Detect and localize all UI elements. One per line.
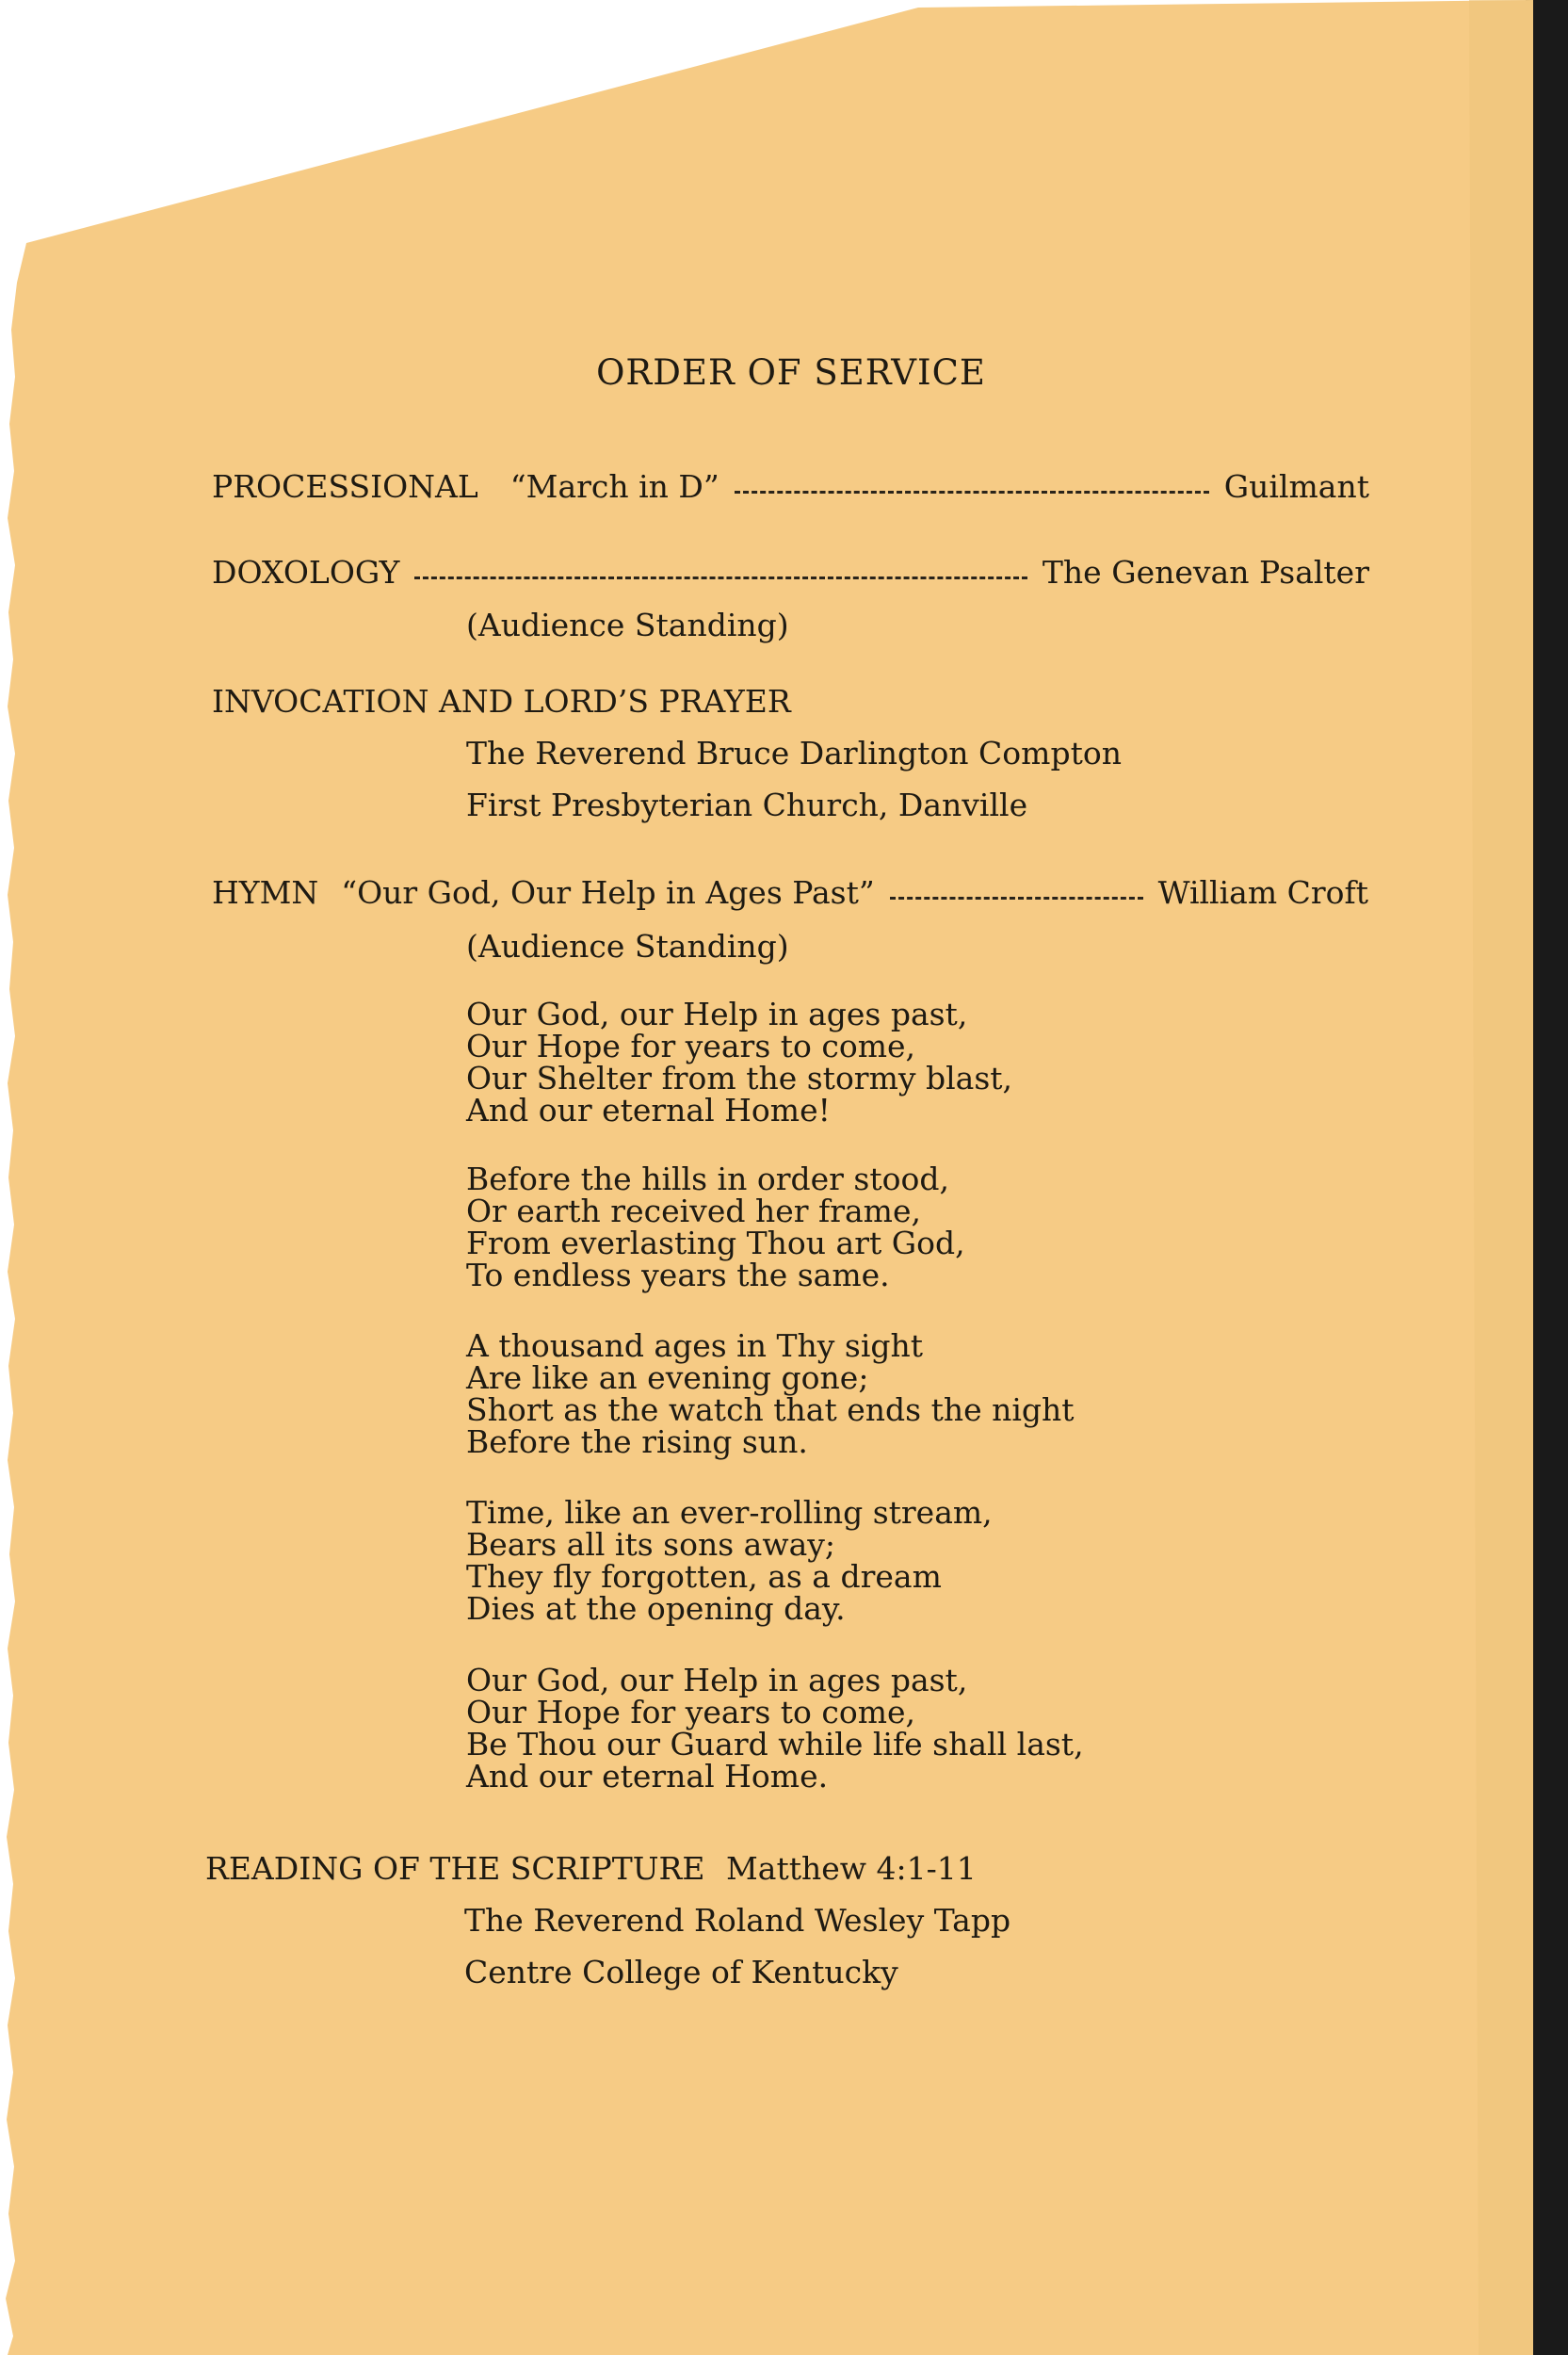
processional-composer: Guilmant [1223, 468, 1369, 505]
doxology-composer: The Genevan Psalter [1042, 554, 1369, 591]
hymn-verse-line: They fly forgotten, as a dream [466, 1558, 942, 1595]
processional-label: PROCESSIONAL [212, 468, 478, 505]
hymn-verse-line: Our Shelter from the stormy blast, [466, 1060, 1013, 1096]
dotted-leader [414, 577, 1026, 579]
processional-row [212, 468, 1369, 505]
hymn-verse-line: Bears all its sons away; [466, 1526, 836, 1563]
hymn-verse-line: And our eternal Home. [466, 1758, 829, 1795]
hymn-row [212, 874, 1368, 911]
hymn-verse-line: Time, like an ever-rolling stream, [466, 1494, 993, 1531]
hymn-verse-line: Dies at the opening day. [466, 1590, 846, 1627]
hymn-label: HYMN [212, 874, 319, 911]
dotted-leader [890, 897, 1143, 900]
hymn-stanza [466, 1163, 965, 1291]
scripture-passage: Matthew 4:1-11 [726, 1850, 977, 1887]
page-title: ORDER OF SERVICE [596, 352, 986, 393]
hymn-verse-line: From everlasting Thou art God, [466, 1225, 965, 1261]
invocation-officiant: The Reverend Bruce Darlington Compton [466, 735, 1122, 771]
hymn-verse-line: Are like an evening gone; [466, 1359, 869, 1396]
hymn-verse-line: Our God, our Help in ages past, [466, 996, 968, 1032]
doxology-note: (Audience Standing) [466, 607, 789, 643]
hymn-composer: William Croft [1157, 874, 1368, 911]
scripture-row [205, 1850, 977, 1887]
doxology-label: DOXOLOGY [212, 554, 400, 591]
hymn-verse-line: Our Hope for years to come, [466, 1028, 916, 1064]
hymn-verse-line: Before the rising sun. [466, 1423, 808, 1460]
scripture-reader: The Reverend Roland Wesley Tapp [464, 1902, 1011, 1939]
hymn-title: “Our God, Our Help in Ages Past” [341, 874, 875, 911]
scripture-label: READING OF THE SCRIPTURE [205, 1850, 705, 1887]
hymn-stanza [466, 1662, 1084, 1795]
hymn-verse-line: Our Hope for years to come, [466, 1694, 916, 1730]
hymn-verse-line: Short as the watch that ends the night [466, 1391, 1075, 1428]
scripture-affiliation: Centre College of Kentucky [464, 1954, 898, 1990]
dotted-leader [735, 491, 1209, 494]
hymn-verse-line: And our eternal Home! [466, 1092, 831, 1129]
hymn-verse-line: To endless years the same. [466, 1257, 890, 1293]
doxology-row [212, 554, 1369, 591]
invocation-label: INVOCATION AND LORD’S PRAYER [212, 683, 791, 720]
hymn-stanza [466, 1327, 1075, 1460]
hymn-verse-line: Be Thou our Guard while life shall last, [466, 1726, 1084, 1762]
hymn-verse-line: Before the hills in order stood, [466, 1161, 949, 1197]
hymn-note: (Audience Standing) [466, 928, 789, 965]
hymn-stanza [466, 996, 1013, 1129]
hymn-verse-line: A thousand ages in Thy sight [466, 1327, 924, 1364]
invocation-affiliation: First Presbyterian Church, Danville [466, 787, 1028, 823]
hymn-stanza [466, 1494, 993, 1627]
processional-piece: “March in D” [509, 468, 719, 505]
hymn-verse-line: Our God, our Help in ages past, [466, 1662, 968, 1698]
hymn-verse-line: Or earth received her frame, [466, 1193, 921, 1229]
